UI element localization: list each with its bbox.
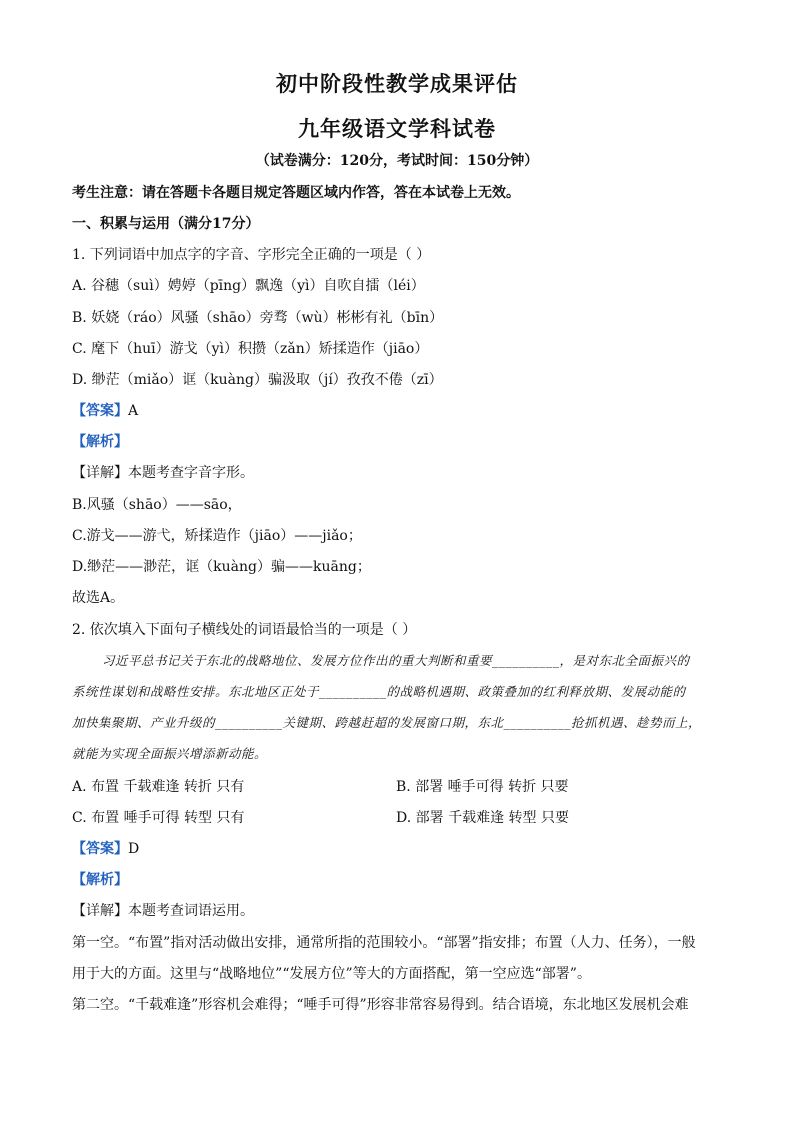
candidate-notice: 考生注意：请在答题卡各题目规定答题区域内作答，答在本试卷上无效。 xyxy=(72,185,520,201)
q1-detail-intro: 本题考查字音字形。 xyxy=(128,465,254,481)
q1-conclusion: 故选A。 xyxy=(72,590,125,606)
q1-option-c: C. 麾下（huī）游戈（yì）积攒（zǎn）矫揉造作（jiāo） xyxy=(72,341,429,357)
q1-option-d: D. 缈茫（miǎo）诓（kuàng）骗汲取（jí）孜孜不倦（zī） xyxy=(72,372,443,388)
analysis-tag: 【解析】 xyxy=(72,434,128,450)
q1-option-a: A. 谷穗（suì）娉婷（pīng）飘逸（yì）自吹自擂（léi） xyxy=(72,278,425,294)
q2-passage-line: 就能为实现全面振兴增添新动能。 xyxy=(72,746,268,761)
q1-stem: 1. 下列词语中加点字的字音、字形完全正确的一项是（ ） xyxy=(72,247,431,263)
q2-explanation-line: 第一空。“布置”指对活动做出安排，通常所指的范围较小。“部署”指安排；布置（人力、任务），一般 xyxy=(72,935,696,951)
q2-explanation-line: 第二空。“千载难逢”形容机会难得；“唾手可得”形容非常容易得到。结合语境，东北地区发展机会难 xyxy=(72,997,689,1013)
q2-detail-intro: 本题考查词语运用。 xyxy=(128,903,254,919)
q2-option-c: C. 布置 唾手可得 转型 只有 xyxy=(72,810,245,826)
analysis-tag: 【解析】 xyxy=(72,872,128,888)
q1-answer xyxy=(72,400,138,420)
q2-option-a: A. 布置 千载难逢 转折 只有 xyxy=(72,779,245,795)
q1-analysis xyxy=(72,431,128,451)
q2-option-d: D. 部署 千载难逢 转型 只要 xyxy=(396,810,569,826)
detail-tag: 【详解】 xyxy=(72,903,128,919)
q2-analysis xyxy=(72,869,128,889)
answer-tag: 【答案】 xyxy=(72,403,128,419)
detail-tag: 【详解】 xyxy=(72,465,128,481)
q1-detail-d: D.缈茫——渺茫，诓（kuàng）骗——kuāng； xyxy=(72,559,371,575)
exam-subject-title: 九年级语文学科试卷 xyxy=(298,116,496,141)
q1-answer-value: A xyxy=(128,403,139,419)
q2-answer-value: D xyxy=(128,841,140,857)
q1-detail-c: C.游戈——游弋，矫揉造作（jiāo）——jiǎo； xyxy=(72,528,362,544)
q2-stem: 2. 依次填入下面句子横线处的词语最恰当的一项是（ ） xyxy=(72,622,417,638)
q1-detail-b: B.风骚（shāo）——sāo， xyxy=(72,497,242,513)
answer-tag: 【答案】 xyxy=(72,841,128,857)
q2-passage-line: 系统性谋划和战略性安排。东北地区正处于__________的战略机遇期、政策叠加的红利释放期、发展动能的 xyxy=(72,684,686,699)
q1-option-b: B. 妖娆（ráo）风骚（shāo）旁骛（wù）彬彬有礼（bīn） xyxy=(72,310,444,326)
q1-detail xyxy=(72,462,254,482)
exam-title: 初中阶段性教学成果评估 xyxy=(276,71,518,96)
q2-option-b: B. 部署 唾手可得 转折 只要 xyxy=(396,779,569,795)
exam-info: （试卷满分：120分，考试时间：150分钟） xyxy=(255,153,539,169)
q2-explanation-line: 用于大的方面。这里与“战略地位”“发展方位”等大的方面搭配，第一空应选“部署”。 xyxy=(72,966,591,982)
q2-answer xyxy=(72,838,139,858)
section-heading: 一、积累与运用（满分17分） xyxy=(72,216,260,232)
q2-detail xyxy=(72,900,254,920)
q2-passage-line: 习近平总书记关于东北的战略地位、发展方位作出的重大判断和重要__________，是对东北全面振兴的 xyxy=(102,653,690,668)
q2-passage-line: 加快集聚期、产业升级的__________关键期、跨越赶超的发展窗口期，东北__________抢抓机遇、趁势而上， xyxy=(72,715,702,730)
